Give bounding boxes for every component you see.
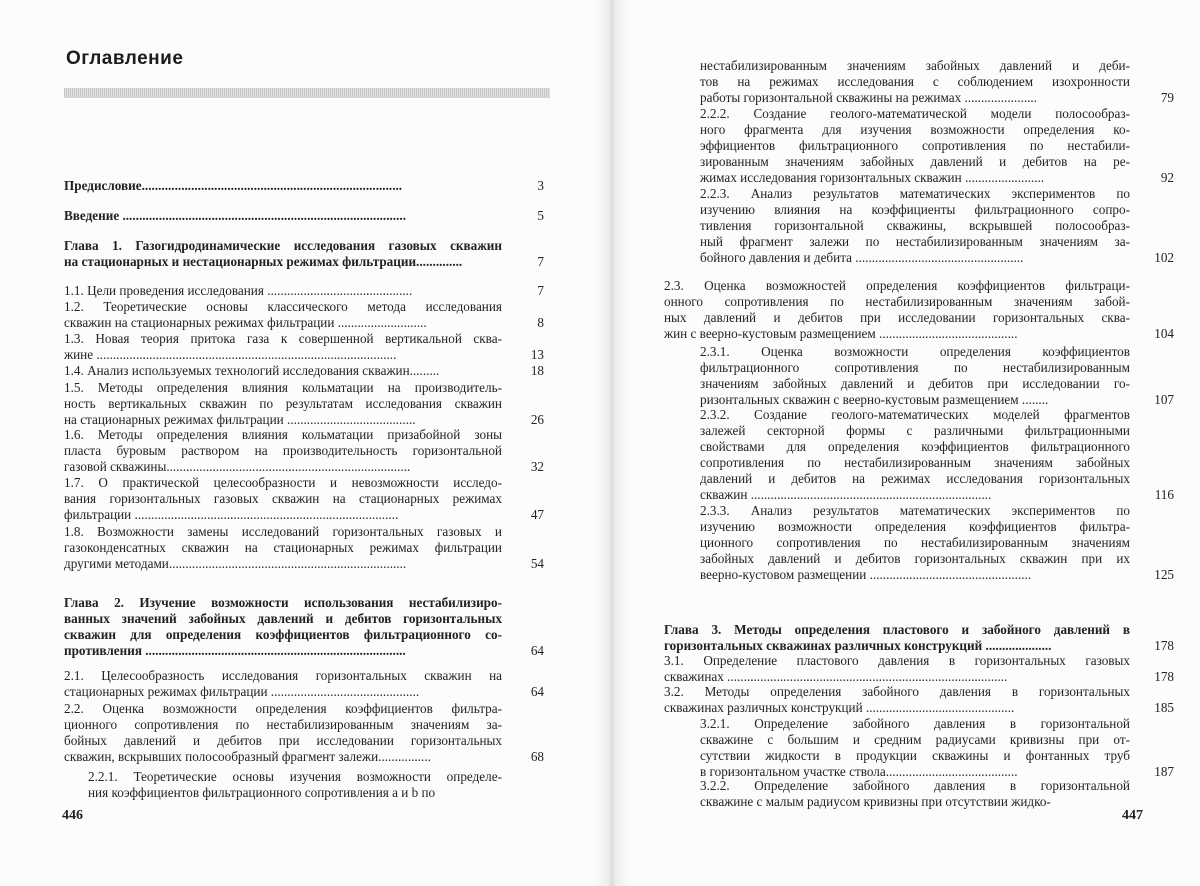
toc-entry [664, 278, 1130, 342]
toc-page-number: 116 [1154, 487, 1174, 502]
toc-entry-line: 3.2. Методы определения забойного давления в горизонтальных [664, 684, 1130, 699]
toc-entry-line: 2.3.1. Оценка возможности определения коэффициентов [700, 344, 1130, 359]
toc-page-number: 8 [537, 315, 544, 330]
toc-page-number: 178 [1154, 638, 1174, 653]
toc-entry-line: работы горизонтальной скважины на режимах ...................... [700, 90, 1038, 105]
toc-entry-line: тивления горизонтальной скважины, вскрывшей полосообраз- [700, 218, 1130, 233]
toc-entry-line: 2.2.3. Анализ результатов математических экспериментов по [700, 186, 1130, 201]
toc-entry [64, 238, 502, 270]
toc-page-number: 107 [1154, 392, 1174, 407]
toc-entry-line: значениям забойных давлений и дебитов при исследовании го- [700, 376, 1130, 391]
toc-entry-line: веерно-кустовом размещении ................................................. [700, 567, 1032, 582]
toc-entry [700, 716, 1130, 780]
toc-entry-line: газовой скважины.......................................................................... [64, 459, 411, 474]
toc-entry-line: ционного сопротивления по нестабилизированным значениям [700, 535, 1130, 550]
toc-entry-line: жимах исследования горизонтальных скважин ........................ [700, 170, 1045, 185]
toc-entry [664, 684, 1130, 716]
toc-page-number: 102 [1154, 250, 1174, 265]
toc-entry [64, 208, 502, 224]
toc-entry-line: скважин для определения коэффициентов фильтрационного со- [64, 627, 502, 642]
toc-page-number: 185 [1154, 700, 1174, 715]
toc-entry-line: бойных давлений и дебитов при исследовании горизонтальных [64, 733, 502, 748]
toc-entry-line: бойного давления и дебита ................................................... [700, 250, 1024, 265]
toc-entry-line: эффициентов фильтрационного сопротивления по нестабили- [700, 138, 1130, 153]
toc-entry-line: жин с веерно-кустовым размещением .......................................... [664, 326, 1018, 341]
toc-entry-line: противления ............................................................................... [64, 643, 406, 658]
toc-entry-line: 3.2.1. Определение забойного давления в горизонтальной [700, 716, 1130, 731]
toc-page-number: 26 [530, 412, 544, 427]
toc-entry-line: нестабилизированным значениям забойных давлений и деби- [700, 58, 1130, 73]
toc-entry-line: онного сопротивления по нестабилизированным значениям забой- [664, 294, 1130, 309]
toc-entry-line: ный фрагмент залежи по нестабилизированным значениям за- [700, 234, 1130, 249]
toc-entry [700, 344, 1130, 408]
toc-entry-line: давлений и дебитов на режимах исследования горизонтальных [700, 471, 1130, 486]
toc-entry-line: Введение ...................................................................................... [64, 208, 406, 223]
toc-entry-line: 2.2.2. Создание геолого-математической модели полосообраз- [700, 106, 1130, 121]
toc-page-number: 47 [530, 507, 544, 522]
toc-entry-line: ных давлений и дебитов при исследовании горизонтальных сква- [664, 310, 1130, 325]
toc-page-number: 7 [537, 283, 544, 298]
toc-entry-line: свойствами для определения коэффициентов фильтрационного [700, 439, 1130, 454]
page-title: Оглавление [66, 48, 184, 69]
toc-entry-line: жине ........................................................................................... [64, 347, 397, 362]
toc-page-number: 32 [530, 459, 544, 474]
toc-entry-line: скважинах ..................................................................................... [664, 669, 1008, 684]
toc-entry-line: ного фрагмента для изучения возможности определения ко- [700, 122, 1130, 137]
toc-page-number: 54 [530, 556, 544, 571]
toc-entry [700, 186, 1130, 266]
toc-entry-line: сопротивления по нестабилизированным значениям забойных [700, 455, 1130, 470]
toc-entry [664, 653, 1130, 685]
toc-entry-line: фильтрационного сопротивления по нестабилизированным [700, 360, 1130, 375]
toc-entry [64, 427, 502, 475]
toc-page-number: 64 [530, 684, 544, 699]
toc-entry-line: горизонтальных скважинах различных конструкций .................... [664, 638, 1052, 653]
toc-entry-line: зированным значениям забойных давлений и дебитов на ре- [700, 154, 1130, 169]
toc-entry [64, 331, 502, 363]
toc-entry-line: изучению влияния на коэффициенты фильтрационного сопро- [700, 202, 1130, 217]
toc-entry [64, 283, 502, 299]
title-rule [64, 88, 550, 98]
toc-page-number: 92 [1160, 170, 1174, 185]
toc-entry [64, 595, 502, 659]
toc-entry-line: залежей секторной формы с различными фильтрационными [700, 423, 1130, 438]
toc-entry-line: ризонтальных скважин с веерно-кустовым размещением ........ [700, 392, 1049, 407]
toc-entry-line: скважине с малым радиусом кривизны при отсутствии жидко- [700, 794, 1051, 809]
toc-entry-line: 1.3. Новая теория притока газа к совершенной вертикальной сква- [64, 331, 502, 346]
toc-entry [88, 769, 502, 801]
toc-entry-line: ционного сопротивления по нестабилизированным значениям за- [64, 717, 502, 732]
toc-entry-line: другими методами........................................................................ [64, 556, 407, 571]
toc-entry-line: скважин ......................................................................... [700, 487, 992, 502]
toc-page-number: 18 [530, 363, 544, 378]
toc-entry-line: Предисловие............................................................................... [64, 178, 403, 193]
toc-page-number: 13 [530, 347, 544, 362]
toc-entry [700, 778, 1130, 810]
toc-entry [64, 299, 502, 331]
toc-page-number: 68 [530, 749, 544, 764]
book-gutter [594, 0, 630, 886]
toc-entry-line: 1.8. Возможности замены исследований горизонтальных газовых и [64, 524, 502, 539]
toc-entry-line: тов на режимах исследования с соблюдением изохронности [700, 74, 1130, 89]
toc-page-number: 178 [1154, 669, 1174, 684]
toc-entry-line: ность вертикальных скважин по результатам исследования скважин [64, 396, 502, 411]
toc-entry-line: пласта буровым раствором на производительность горизонтальной [64, 443, 502, 458]
toc-entry-line: вания горизонтальных газовых скважин на стационарных режимах [64, 491, 502, 506]
toc-page-number: 3 [537, 178, 544, 193]
toc-entry [700, 407, 1130, 503]
toc-page-number: 104 [1154, 326, 1174, 341]
toc-entry [64, 363, 502, 379]
toc-entry-line: Глава 2. Изучение возможности использования нестабилизиро- [64, 595, 502, 610]
toc-entry-line: скважин, вскрывших полосообразный фрагмент залежи................ [64, 749, 431, 764]
toc-entry-line: 2.3.3. Анализ результатов математических экспериментов по [700, 503, 1130, 518]
toc-entry-line: скважин на стационарных режимах фильтрации ........................... [64, 315, 427, 330]
toc-entry-line: забойных давлений и дебитов горизонтальных скважин при их [700, 551, 1130, 566]
toc-entry [64, 524, 502, 572]
toc-entry-line: на стационарных и нестационарных режимах фильтрации.............. [64, 254, 463, 269]
toc-entry-line: 2.3. Оценка возможностей определения коэффициентов фильтраци- [664, 278, 1130, 293]
toc-entry-line: изучению возможности определения коэффициентов фильтра- [700, 519, 1130, 534]
toc-entry-line: 1.4. Анализ используемых технологий исследования скважин......... [64, 363, 440, 378]
toc-entry [64, 668, 502, 700]
page-number-left: 446 [62, 808, 83, 823]
toc-page-number: 7 [537, 254, 544, 269]
toc-entry-line: ния коэффициентов фильтрационного сопротивления a и b по [88, 785, 436, 800]
toc-entry-line: Глава 3. Методы определения пластового и забойного давлений в [664, 622, 1130, 637]
toc-page-number: 125 [1154, 567, 1174, 582]
toc-entry-line: ванных значений забойных давлений и дебитов горизонтальных [64, 611, 502, 626]
toc-entry [64, 475, 502, 523]
toc-page-number: 5 [537, 208, 544, 223]
toc-entry [664, 622, 1130, 654]
toc-entry-line: 1.6. Методы определения влияния кольматации призабойной зоны [64, 427, 502, 442]
toc-entry-line: скважине с большим и средним радиусами кривизны при от- [700, 732, 1130, 747]
toc-entry-line: газоконденсатных скважин на стационарных режимах фильтрации [64, 540, 502, 555]
toc-page-number: 79 [1160, 90, 1174, 105]
right-page [612, 0, 1200, 886]
toc-entry-line: в горизонтальном участке ствола........................................ [700, 764, 1018, 779]
toc-entry [64, 178, 502, 194]
toc-entry-line: 2.2. Оценка возможности определения коэффициентов фильтра- [64, 701, 502, 716]
toc-entry-line: 1.5. Методы определения влияния кольматации на производитель- [64, 380, 502, 395]
toc-entry-line: 1.2. Теоретические основы классического метода исследования [64, 299, 502, 314]
toc-entry-line: стационарных режимах фильтрации ............................................. [64, 684, 420, 699]
toc-entry [64, 380, 502, 428]
toc-entry [700, 503, 1130, 583]
toc-page-number: 187 [1154, 764, 1174, 779]
toc-entry [64, 701, 502, 765]
toc-entry-line: 2.2.1. Теоретические основы изучения возможности определе- [88, 769, 502, 784]
toc-entry-line: 1.1. Цели проведения исследования ............................................ [64, 283, 413, 298]
toc-entry-line: на стационарных режимах фильтрации ....................................... [64, 412, 416, 427]
toc-entry-line: 3.1. Определение пластового давления в горизонтальных газовых [664, 653, 1130, 668]
toc-entry-line: фильтрации ................................................................................ [64, 507, 399, 522]
toc-entry-line: Глава 1. Газогидродинамические исследования газовых скважин [64, 238, 502, 253]
toc-entry-line: 2.1. Целесообразность исследования горизонтальных скважин на [64, 668, 502, 683]
toc-entry-line: 1.7. О практической целесообразности и невозможности исследо- [64, 475, 502, 490]
toc-entry [700, 106, 1130, 186]
page-number-right: 447 [1122, 808, 1143, 823]
toc-entry-line: 3.2.2. Определение забойного давления в горизонтальной [700, 778, 1130, 793]
toc-entry-line: 2.3.2. Создание геолого-математических моделей фрагментов [700, 407, 1130, 422]
toc-page-number: 64 [530, 643, 544, 658]
toc-entry [700, 58, 1130, 106]
toc-entry-line: сутствии жидкости в продукции скважины и фонтанных труб [700, 748, 1130, 763]
toc-entry-line: скважинах различных конструкций ............................................. [664, 700, 1015, 715]
